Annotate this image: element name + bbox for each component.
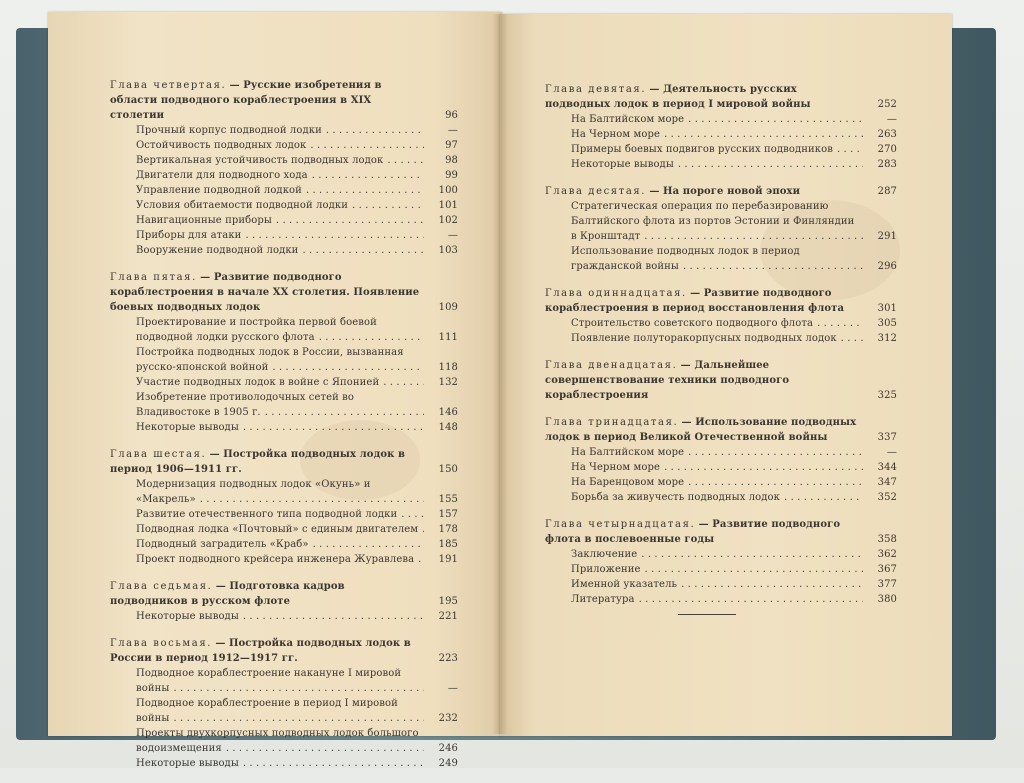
toc-item-page-number: 98 (445, 155, 458, 166)
table-of-contents-left (110, 78, 458, 783)
chapter-heading (545, 358, 897, 403)
toc-item-title: Управление подводной лодкой . . . (136, 183, 424, 198)
toc-item-page-number: 178 (438, 524, 458, 535)
toc-item-title: Именной указатель . . . (571, 577, 863, 592)
toc-item-title: Остойчивость подводных лодок . . . (136, 138, 424, 153)
toc-item-title: Использование подводных лодок в период гражданской войны . . . (571, 244, 863, 274)
toc-item (545, 316, 897, 331)
toc-item (110, 666, 458, 696)
chapter-label: Глава восьмая. (110, 638, 213, 649)
toc-item-page-number: 344 (877, 462, 897, 473)
toc-item (545, 577, 897, 592)
toc-item-title: Навигационные приборы . . . (136, 213, 424, 228)
chapter-page-number: 301 (877, 303, 897, 314)
toc-item-page-number: 367 (877, 564, 897, 575)
toc-item-title: Вертикальная устойчивость подводных лодок . . . (136, 153, 424, 168)
toc-item-title: Прочный корпус подводной лодки . . . (136, 123, 424, 138)
toc-item-title: Подводное кораблестроение накануне I мировой войны . . . (136, 666, 424, 696)
toc-item-page-number: 103 (438, 245, 458, 256)
toc-item-title: Условия обитаемости подводной лодки . . . (136, 198, 424, 213)
toc-item-page-number: — (886, 447, 897, 458)
chapter-page-number: 287 (877, 186, 897, 197)
chapter-title: — Развитие подводного кораблестроения в начале XX столетия. Появление боевых подводных лодок (110, 272, 420, 313)
toc-item-title: Стратегическая операция по перебазированию Балтийского флота из портов Эстонии и Финляндии в Кронштадт . . . (571, 199, 863, 244)
toc-item-title: Борьба за живучесть подводных лодок . . . (571, 490, 863, 505)
chapter-label: Глава седьмая. (110, 581, 213, 592)
chapter-title: — Постройка подводных лодок в России в период 1912—1917 гг. (110, 638, 411, 664)
toc-item (545, 142, 897, 157)
end-rule (678, 614, 736, 615)
chapter-heading (110, 636, 458, 666)
toc-item (110, 726, 458, 756)
toc-item (545, 331, 897, 346)
chapter-heading-text (545, 184, 863, 199)
toc-item-page-number: 155 (438, 494, 458, 505)
toc-item (110, 477, 458, 507)
chapter-label: Глава шестая. (110, 449, 207, 460)
toc-item-title: На Баренцовом море . . . (571, 475, 863, 490)
chapter-page-number: 252 (877, 99, 897, 110)
chapter-title: — Русские изобретения в области подводного кораблестроения в XIX столетии (110, 80, 382, 121)
toc-item (545, 244, 897, 274)
chapter-title: — Развитие подводного кораблестроения в период восстановления флота (545, 288, 845, 314)
toc-item-page-number: 246 (438, 743, 458, 754)
toc-item (545, 157, 897, 172)
toc-item-title: На Черном море . . . (571, 127, 863, 142)
table-of-contents-right (545, 82, 897, 619)
toc-item (110, 507, 458, 522)
toc-item-title: Приборы для атаки . . . (136, 228, 424, 243)
toc-item (110, 213, 458, 228)
chapter-label: Глава тринадцатая. (545, 417, 679, 428)
toc-item (110, 153, 458, 168)
chapter-page-number: 150 (438, 464, 458, 475)
toc-item-page-number: 270 (877, 144, 897, 155)
toc-item-page-number: 312 (877, 333, 897, 344)
toc-item-page-number: 352 (877, 492, 897, 503)
toc-item-page-number: 148 (438, 422, 458, 433)
chapter-page-number: 337 (877, 432, 897, 443)
chapter-label: Глава девятая. (545, 84, 647, 95)
chapter-entry (545, 517, 897, 607)
toc-item-page-number: 111 (438, 332, 458, 343)
chapter-title: — Деятельность русских подводных лодок в период I мировой войны (545, 84, 811, 110)
toc-item (545, 490, 897, 505)
toc-item-title: Заключение . . . (571, 547, 863, 562)
toc-item (545, 445, 897, 460)
toc-item-title: Некоторые выводы . . . (136, 420, 424, 435)
chapter-heading (545, 286, 897, 316)
toc-item-title: Литература . . . (571, 592, 863, 607)
toc-item-page-number: 100 (438, 185, 458, 196)
toc-item (110, 390, 458, 420)
chapter-page-number: 358 (877, 534, 897, 545)
chapter-page-number: 195 (438, 596, 458, 607)
toc-item-title: Подводная лодка «Почтовый» с единым двигателем . . . (136, 522, 424, 537)
toc-item-title: Примеры боевых подвигов русских подводников . . . (571, 142, 863, 157)
chapter-page-number: 109 (438, 302, 458, 313)
chapter-entry (545, 286, 897, 346)
chapter-heading-text (110, 447, 424, 477)
chapter-entry (110, 270, 458, 435)
chapter-entry (545, 415, 897, 505)
toc-item-page-number: 157 (438, 509, 458, 520)
chapter-heading (110, 78, 458, 123)
toc-item-page-number: 283 (877, 159, 897, 170)
toc-item (110, 243, 458, 258)
toc-item (110, 315, 458, 345)
chapter-heading-text (110, 636, 424, 666)
toc-item (110, 696, 458, 726)
chapter-title: — Развитие подводного флота в послевоенные годы (545, 519, 841, 545)
toc-item-title: Приложение . . . (571, 562, 863, 577)
toc-item-page-number: 296 (877, 261, 897, 272)
toc-item-title: На Балтийском море . . . (571, 112, 863, 127)
chapter-label: Глава пятая. (110, 272, 197, 283)
toc-item-title: Модернизация подводных лодок «Окунь» и «Макрель» . . . (136, 477, 424, 507)
toc-item (110, 420, 458, 435)
toc-item (545, 127, 897, 142)
chapter-heading (110, 579, 458, 609)
toc-item (110, 138, 458, 153)
toc-item-page-number: 146 (438, 407, 458, 418)
toc-item (110, 198, 458, 213)
toc-item-title: Постройка подводных лодок в России, вызванная русско-японской войной . . . (136, 345, 424, 375)
toc-item-title: Двигатели для подводного хода . . . (136, 168, 424, 183)
toc-item-title: Развитие отечественного типа подводной лодки . . . (136, 507, 424, 522)
toc-item (545, 547, 897, 562)
chapter-heading (545, 517, 897, 547)
toc-item (110, 123, 458, 138)
toc-item-page-number: 185 (438, 539, 458, 550)
chapter-heading-text (110, 270, 424, 315)
toc-item (545, 199, 897, 244)
toc-item-page-number: 102 (438, 215, 458, 226)
chapter-heading (545, 82, 897, 112)
toc-item-title: Строительство советского подводного флота . . . (571, 316, 863, 331)
toc-item (110, 183, 458, 198)
toc-item-title: Изобретение противолодочных сетей во Владивостоке в 1905 г. . . . (136, 390, 424, 420)
toc-item-title: Участие подводных лодок в войне с Японией . . . (136, 375, 424, 390)
toc-item-page-number: — (886, 114, 897, 125)
chapter-label: Глава двенадцатая. (545, 360, 678, 371)
toc-item-title: Проектирование и постройка первой боевой подводной лодки русского флота . . . (136, 315, 424, 345)
toc-item-page-number: — (447, 683, 458, 694)
chapter-title: — Дальнейшее совершенствование техники подводного кораблестроения (545, 360, 790, 401)
chapter-page-number: 325 (877, 390, 897, 401)
chapter-label: Глава десятая. (545, 186, 647, 197)
chapter-heading (545, 184, 897, 199)
chapter-entry (110, 78, 458, 258)
toc-item (110, 375, 458, 390)
chapter-heading-text (110, 78, 424, 123)
toc-item-title: Вооружение подводной лодки . . . (136, 243, 424, 258)
toc-item-title: Подводное кораблестроение в период I мировой войны . . . (136, 696, 424, 726)
chapter-heading (545, 415, 897, 445)
toc-item-page-number: 132 (438, 377, 458, 388)
toc-item-title: Некоторые выводы . . . (136, 609, 424, 624)
book-gutter (492, 14, 508, 734)
chapter-title: — Подготовка кадров подводников в русском флоте (110, 581, 345, 607)
toc-item-page-number: 377 (877, 579, 897, 590)
toc-item-title: На Черном море . . . (571, 460, 863, 475)
chapter-title: — Постройка подводных лодок в период 1906—1911 гг. (110, 449, 406, 475)
toc-item-page-number: 101 (438, 200, 458, 211)
toc-item (110, 228, 458, 243)
toc-item-page-number: 263 (877, 129, 897, 140)
toc-item-title: Некоторые выводы . . . (136, 756, 424, 771)
chapter-heading-text (545, 415, 863, 445)
toc-item-page-number: 380 (877, 594, 897, 605)
chapter-heading-text (545, 286, 863, 316)
chapter-title: — Использование подводных лодок в период Великой Отечественной войны (545, 417, 857, 443)
chapter-page-number: 223 (438, 653, 458, 664)
toc-item-title: Некоторые выводы . . . (571, 157, 863, 172)
chapter-label: Глава четвертая. (110, 80, 227, 91)
toc-item-title: Появление полуторакорпусных подводных лодок . . . (571, 331, 863, 346)
chapter-entry (545, 358, 897, 403)
chapter-heading-text (545, 82, 863, 112)
toc-item-page-number: 232 (438, 713, 458, 724)
chapter-page-number: 96 (445, 110, 458, 121)
toc-item (545, 112, 897, 127)
chapter-heading-text (110, 579, 424, 609)
toc-item (545, 460, 897, 475)
chapter-heading-text (545, 358, 863, 403)
toc-item-page-number: 305 (877, 318, 897, 329)
toc-item-page-number: 362 (877, 549, 897, 560)
toc-item-page-number: 99 (445, 170, 458, 181)
chapter-label: Глава одиннадцатая. (545, 288, 687, 299)
toc-item (545, 475, 897, 490)
chapter-label: Глава четырнадцатая. (545, 519, 696, 530)
toc-item-title: На Балтийском море . . . (571, 445, 863, 460)
toc-item-title: Проекты двухкорпусных подводных лодок большого водоизмещения . . . (136, 726, 424, 756)
toc-item (110, 609, 458, 624)
toc-item-page-number: — (447, 125, 458, 136)
chapter-entry (110, 579, 458, 624)
toc-item (110, 522, 458, 537)
toc-item-page-number: 191 (438, 554, 458, 565)
toc-item-page-number: 347 (877, 477, 897, 488)
toc-item-page-number: 118 (438, 362, 458, 373)
chapter-entry (545, 82, 897, 172)
toc-item-title: Подводный заградитель «Краб» . . . (136, 537, 424, 552)
toc-item (110, 756, 458, 771)
chapter-heading-text (545, 517, 863, 547)
chapter-entry (545, 184, 897, 274)
chapter-entry (110, 447, 458, 567)
toc-item (545, 562, 897, 577)
toc-item-page-number: 97 (445, 140, 458, 151)
toc-item (110, 168, 458, 183)
toc-item (110, 552, 458, 567)
toc-item-page-number: 221 (438, 611, 458, 622)
chapter-heading (110, 270, 458, 315)
chapter-title: — На пороге новой эпохи (649, 186, 801, 197)
toc-item (545, 592, 897, 607)
toc-item-page-number: 291 (877, 231, 897, 242)
toc-item (110, 537, 458, 552)
toc-item (110, 345, 458, 375)
chapter-entry (110, 636, 458, 771)
toc-item-page-number: 249 (438, 758, 458, 769)
toc-item-title: Проект подводного крейсера инженера Журавлева . . . (136, 552, 424, 567)
toc-item-page-number: — (447, 230, 458, 241)
chapter-heading (110, 447, 458, 477)
